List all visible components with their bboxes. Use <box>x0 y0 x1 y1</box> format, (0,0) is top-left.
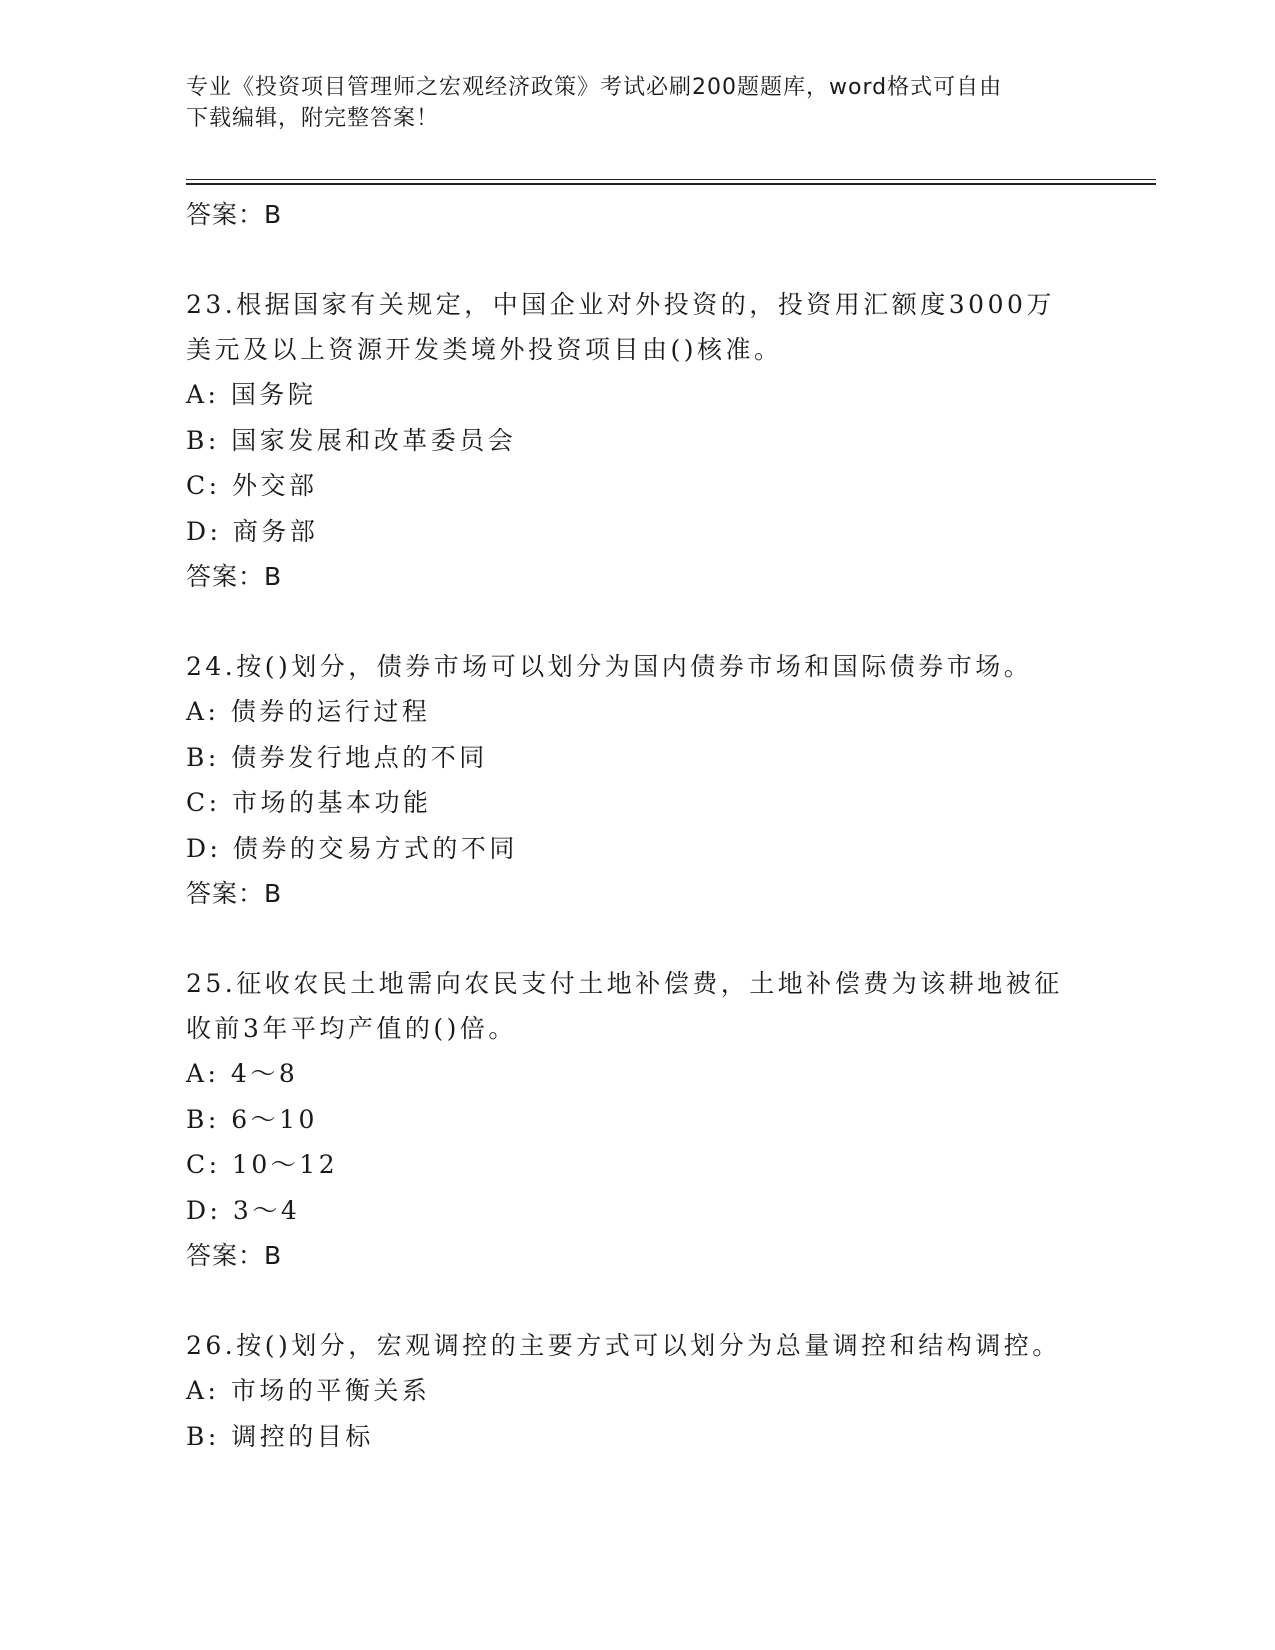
answer-line: 答案：B <box>186 200 283 229</box>
document-header <box>186 72 1086 134</box>
question-stem <box>186 282 1086 372</box>
option-d: D: 商务部 <box>186 516 319 546</box>
stem-line: 收前3年平均产值的()倍。 <box>186 1014 517 1043</box>
stem-line: 美元及以上资源开发类境外投资项目由()核准。 <box>186 335 783 364</box>
header-divider-thin <box>186 179 1156 180</box>
answer-line: 答案：B <box>186 879 283 908</box>
option-b: B: 债券发行地点的不同 <box>186 742 488 772</box>
answer-line: 答案：B <box>186 1241 283 1270</box>
option-c: C: 10～12 <box>186 1150 339 1179</box>
stem-line: 26.按()划分，宏观调控的主要方式可以划分为总量调控和结构调控。 <box>186 1331 1061 1360</box>
document-body <box>186 192 1086 1459</box>
option-a: A: 国务院 <box>186 380 317 409</box>
header-line-2: 下载编辑，附完整答案！ <box>186 106 440 131</box>
answer-line: 答案：B <box>186 562 283 591</box>
option-b: B: 6～10 <box>186 1104 318 1134</box>
question-23 <box>186 282 1086 600</box>
option-d: D: 债券的交易方式的不同 <box>186 833 518 863</box>
question-24 <box>186 644 1086 917</box>
question-26 <box>186 1323 1086 1459</box>
stem-line: 23.根据国家有关规定，中国企业对外投资的，投资用汇额度3000万 <box>186 290 1055 319</box>
option-c: C: 外交部 <box>186 471 318 500</box>
option-a: A: 4～8 <box>186 1059 299 1088</box>
question-stem <box>186 644 1086 689</box>
stem-line: 24.按()划分，债券市场可以划分为国内债券市场和国际债券市场。 <box>186 652 1033 681</box>
question-25 <box>186 961 1086 1279</box>
stem-line: 25.征收农民土地需向农民支付土地补偿费，土地补偿费为该耕地被征 <box>186 969 1063 998</box>
header-line-1: 专业《投资项目管理师之宏观经济政策》考试必刷200题题库，word格式可自由 <box>186 75 1003 100</box>
question-stem <box>186 961 1086 1051</box>
option-a: A: 债券的运行过程 <box>186 697 431 726</box>
option-b: B: 国家发展和改革委员会 <box>186 425 517 455</box>
question-stem <box>186 1323 1086 1368</box>
option-a: A: 市场的平衡关系 <box>186 1376 431 1405</box>
option-c: C: 市场的基本功能 <box>186 788 432 817</box>
option-d: D: 3～4 <box>186 1195 301 1225</box>
header-divider-thick <box>186 183 1156 185</box>
option-b: B: 调控的目标 <box>186 1421 374 1451</box>
